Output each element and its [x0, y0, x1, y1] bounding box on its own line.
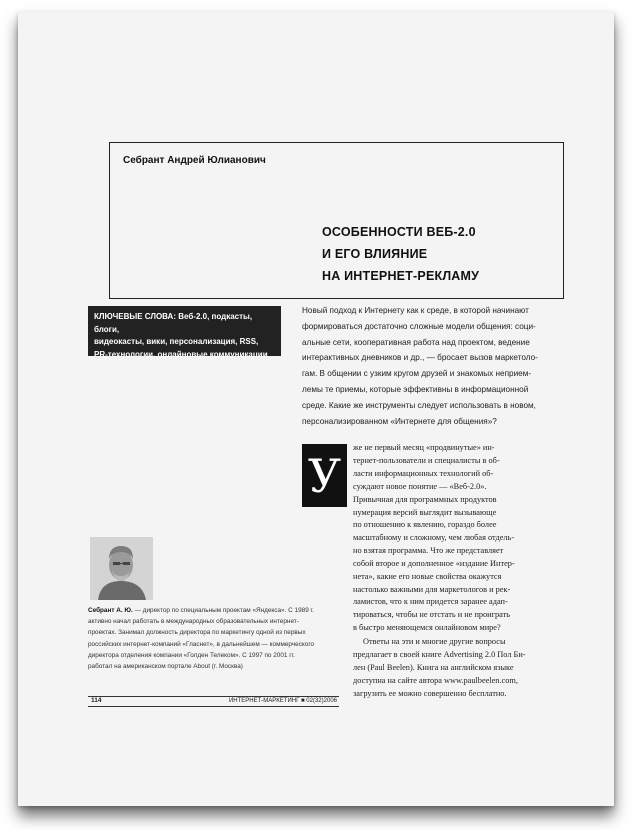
article-paragraph-start [353, 442, 549, 519]
title-line: НА ИНТЕРНЕТ-РЕКЛАМУ [322, 269, 480, 283]
footer-rule-bottom [88, 706, 339, 707]
body-line: суждают новое понятие — «Веб-2.0». [353, 481, 487, 491]
body-line: собой второе и дополненное «издание Интер- [353, 558, 515, 568]
author-portrait-image [90, 537, 153, 600]
header-frame [109, 142, 564, 299]
body-line: в быстро меняющемся онлайновом мире? [353, 623, 501, 633]
body-line: по отношению к явлению, гораздо более [353, 520, 497, 529]
article-paragraph-2 [353, 636, 549, 701]
bio-name: Себрант А. Ю. [88, 607, 133, 614]
body-line: лен (Paul Beelen). Книга на английском языке [353, 662, 514, 672]
body-line: но взятая программа. Что же представляет [353, 545, 504, 555]
body-line: тернет-пользователи и специалисты в об- [353, 455, 500, 465]
bio-line: — директор по специальным проектам «Яндекса». С 1989 г. [132, 607, 314, 614]
body-line: загрузить ее можно совершенно бесплатно. [353, 688, 507, 698]
body-line: настолько важными для маркетологов и рек- [353, 584, 511, 594]
bio-line: работал на американском портале About (г. Москва) [88, 663, 243, 671]
page-number: 114 [91, 697, 102, 704]
drop-cap: У [302, 444, 347, 507]
lead-line: интерактивных дневников и др., — бросает вызов маркетоло- [302, 353, 538, 363]
body-line: ласти информационных технологий об- [353, 468, 494, 478]
magazine-issue: ИНТЕРНЕТ-МАРКЕТИНГ ■ 02(32)2006 [228, 698, 337, 704]
lead-line: среде. Какие же инструменты следует использовать в новом, [302, 400, 536, 410]
author-photo [90, 537, 153, 600]
bio-line: проектах. Занимал должность директора по маркетингу одной из первых [88, 629, 306, 637]
body-line: нумерация версий выглядит вызывающе [353, 507, 497, 517]
lead-line: формироваться достаточно сложные модели общения: соци- [302, 321, 536, 331]
bio-line: активно начал работать в международных образовательных интернет- [88, 618, 299, 626]
body-line: ламистов, что к ним придется заранее адап- [353, 597, 508, 607]
author-bio [88, 605, 340, 672]
keywords-line: КЛЮЧЕВЫЕ СЛОВА: Веб-2.0, подкасты, блоги, [94, 312, 253, 334]
title-line: И ЕГО ВЛИЯНИЕ [322, 247, 428, 261]
bio-line: директора отделения компании «Голден Телеком». С 1997 по 2001 гг. [88, 651, 295, 659]
lead-paragraph [302, 303, 549, 429]
keywords-line: PR-технологии, онлайновые коммуникации [94, 349, 268, 359]
body-line: Ответы на эти и многие другие вопросы [363, 637, 506, 646]
keywords-line: видеокасты, вики, персонализация, RSS, [94, 337, 259, 346]
bio-line: российских интернет-компаний «Гласнет», в дальнейшем — коммерческого [88, 640, 315, 648]
lead-line: гам. В общении с узким кругом друзей и знакомых неприем- [302, 369, 532, 379]
body-line: тироваться, чтобы не отстать и не проиграть [353, 610, 511, 620]
magazine-page [18, 12, 614, 806]
body-line: Привычная для программных продуктов [353, 494, 497, 504]
footer-rule-top [88, 696, 339, 697]
keywords-box [88, 306, 281, 359]
body-line: предлагает в своей книге Advertising 2.0 Пол Би- [353, 649, 526, 659]
lead-line: Новый подход к Интернету как к среде, в которой начинают [302, 306, 529, 315]
body-line: доступна на сайте автора www.paulbeelen.com, [353, 675, 518, 685]
lead-line: лемы те приемы, которые эффективны в информационной [302, 384, 529, 394]
body-line: нета», какие его новые свойства окажутся [353, 571, 502, 581]
author-name: Себрант Андрей Юлианович [123, 155, 266, 166]
article-paragraph-continued [353, 519, 549, 635]
body-line: же не первый месяц «продвинутые» ин- [353, 443, 495, 452]
article-title [322, 221, 479, 287]
title-line: ОСОБЕННОСТИ ВЕБ-2.0 [322, 225, 476, 239]
body-line: масштабному и сложному, чем любая отдель- [353, 532, 515, 542]
lead-line: альные сети, кооперативная работа над проектом, ведение [302, 337, 530, 347]
lead-line: персонализированном «Интернете для общения»? [302, 416, 497, 426]
